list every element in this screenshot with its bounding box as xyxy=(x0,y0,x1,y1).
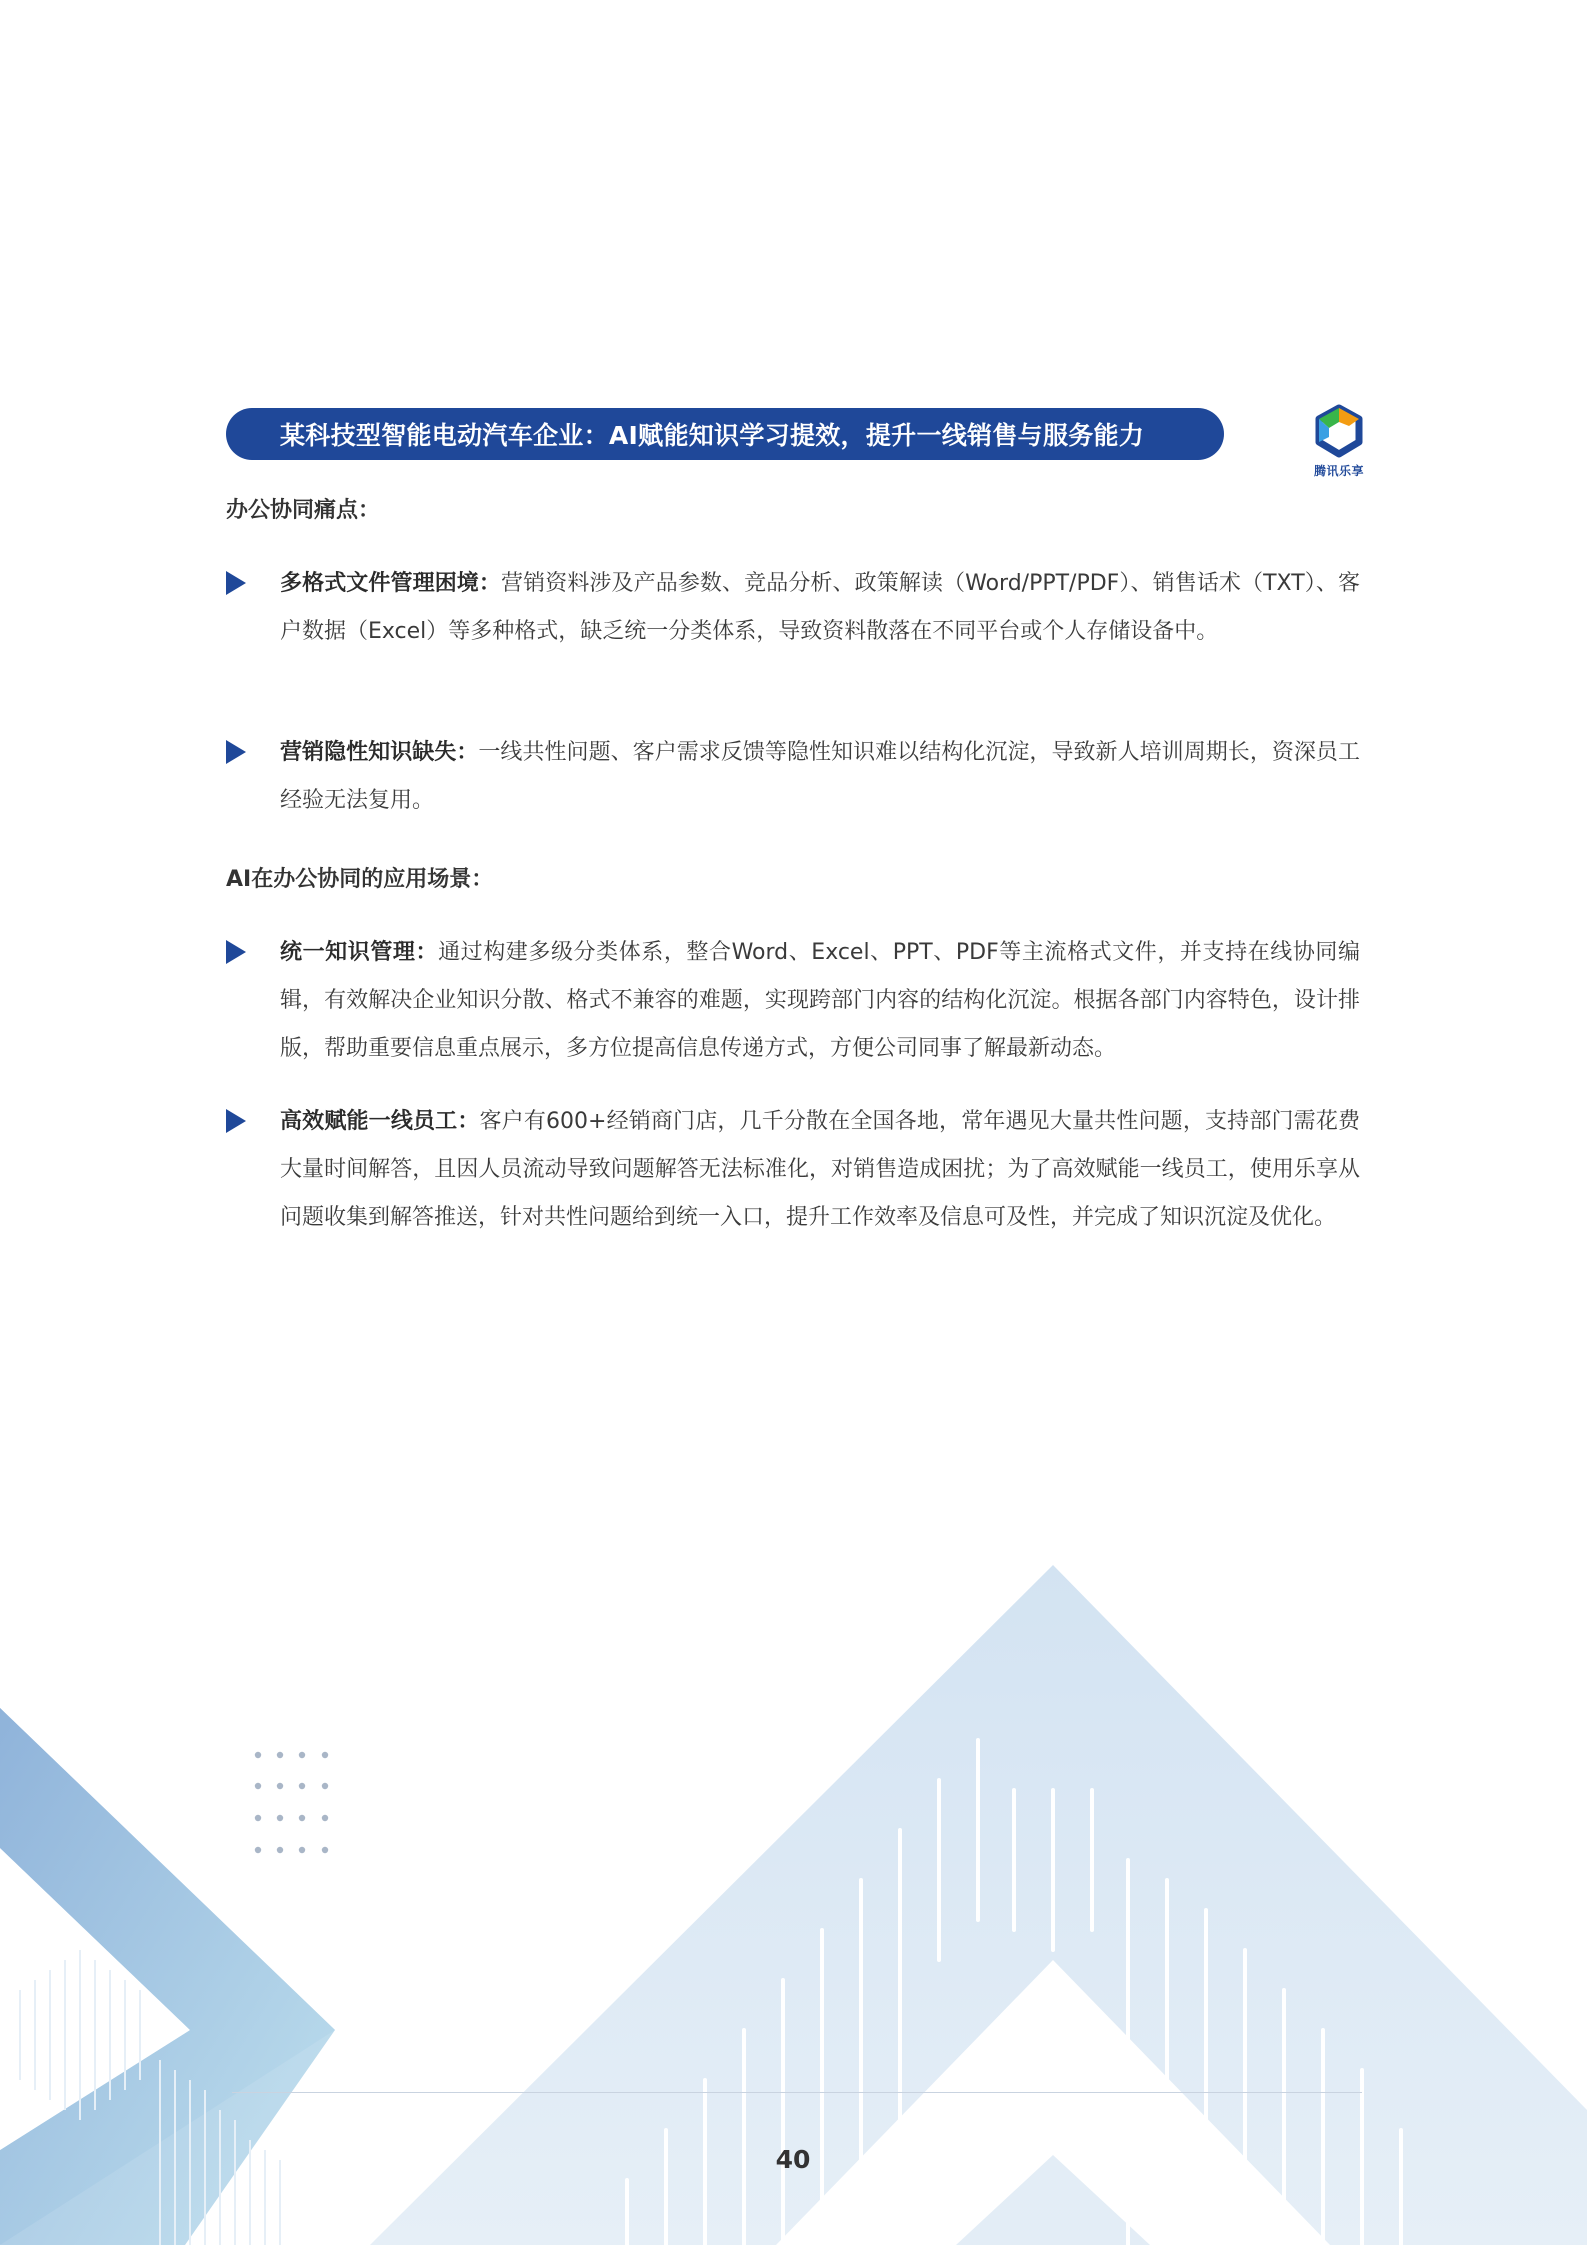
bullet-text: 营销资料涉及产品参数、竞品分析、政策解读（Word/PPT/PDF）、销售话术（TXT）、客户数据（Excel）等多种格式，缺乏统一分类体系，导致资料散落在不同平台或个人存储设备中。 xyxy=(280,571,1360,644)
bullet-label: 多格式文件管理困境： xyxy=(280,571,502,596)
triangle-bullet-icon xyxy=(226,1109,246,1133)
page-number: 40 xyxy=(775,2145,811,2174)
footer-divider xyxy=(232,2092,1362,2093)
bullet-paragraph xyxy=(280,929,1360,1073)
bullet-paragraph xyxy=(280,1098,1360,1242)
bullet-label: 营销隐性知识缺失： xyxy=(280,740,479,765)
brand-name: 腾讯乐享 xyxy=(1313,464,1364,478)
bullet-text: 通过构建多级分类体系，整合Word、Excel、PPT、PDF等主流格式文件，并支持在线协同编辑，有效解决企业知识分散、格式不兼容的难题，实现跨部门内容的结构化沉淀。根据各部门内容特色，设计排版，帮助重要信息重点展示，多方位提高信息传递方式，方便公司同事了解最新动态。 xyxy=(280,940,1360,1061)
section-heading-pain-points: 办公协同痛点： xyxy=(226,498,381,523)
list-item xyxy=(226,729,1360,825)
triangle-bullet-icon xyxy=(226,740,246,764)
list-item xyxy=(226,560,1360,656)
section-title-banner xyxy=(226,408,1224,460)
brand-logo xyxy=(1300,404,1378,486)
bullet-text: 客户有600+经销商门店，几千分散在全国各地，常年遇见大量共性问题，支持部门需花费大量时间解答，且因人员流动导致问题解答无法标准化，对销售造成困扰；为了高效赋能一线员工，使用乐享从问题收集到解答推送，针对共性问题给到统一入口，提升工作效率及信息可及性，并完成了知识沉淀及优化。 xyxy=(280,1109,1360,1230)
bullet-text: 一线共性问题、客户需求反馈等隐性知识难以结构化沉淀，导致新人培训周期长，资深员工经验无法复用。 xyxy=(280,740,1360,813)
triangle-bullet-icon xyxy=(226,571,246,595)
section-heading-ai-scenarios: AI在办公协同的应用场景： xyxy=(226,867,494,892)
tencent-lexiang-logo-icon xyxy=(1313,404,1365,460)
page-title: 某科技型智能电动汽车企业：AI赋能知识学习提效，提升一线销售与服务能力 xyxy=(280,421,1145,450)
bullet-label: 统一知识管理： xyxy=(280,940,439,965)
list-item xyxy=(226,1098,1360,1242)
triangle-bullet-icon xyxy=(226,940,246,964)
list-item xyxy=(226,929,1360,1073)
bullet-paragraph xyxy=(280,729,1360,825)
bullet-paragraph xyxy=(280,560,1360,656)
bullet-label: 高效赋能一线员工： xyxy=(280,1109,480,1134)
